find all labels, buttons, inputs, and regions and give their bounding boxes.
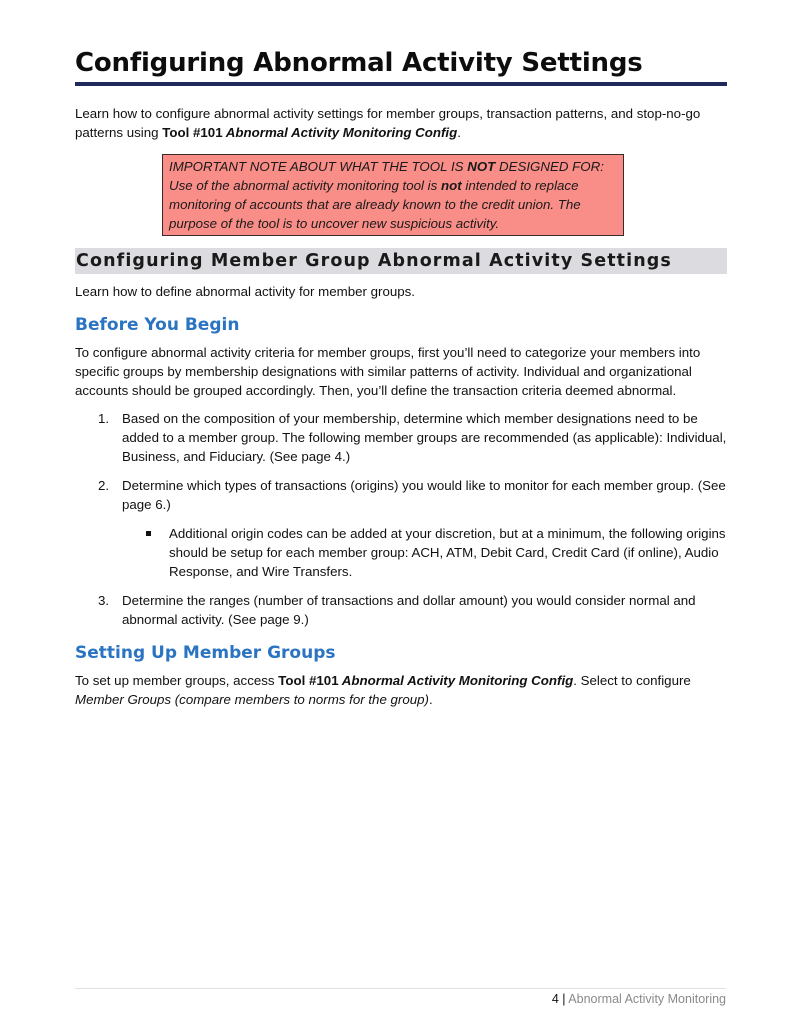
step-number: 3.: [98, 593, 110, 608]
document-page: [75, 48, 727, 709]
setup-text-mid: . Select to configure: [573, 673, 691, 688]
step-text: Determine which types of transactions (origins) you would like to monitor for each member group. (See page 6.): [122, 478, 726, 512]
intro-tool-number: Tool #101: [162, 125, 223, 140]
page-number: 4: [551, 992, 559, 1006]
list-item: [75, 591, 727, 629]
before-you-begin-heading: Before You Begin: [75, 315, 240, 335]
footer-doc-title: Abnormal Activity Monitoring: [568, 992, 726, 1006]
note-text-3: intended to replace monitoring of accounts that are already known to the credit union. The purpose of the tool is to uncover new suspicious activity.: [169, 178, 581, 231]
sub-list: [122, 524, 727, 581]
section-heading-band: [75, 248, 727, 274]
footer-separator: |: [558, 992, 569, 1006]
note-text-2: DESIGNED FOR: Use of the abnormal activity monitoring tool is: [169, 159, 604, 193]
list-item: [75, 409, 727, 466]
setup-tool-number: Tool #101: [278, 673, 339, 688]
note-bold-not: not: [440, 178, 462, 193]
setup-end: .: [428, 692, 433, 707]
sub-list-item: [122, 524, 727, 581]
setup-text: To set up member groups, access: [75, 673, 279, 688]
intro-text: Learn how to configure abnormal activity settings for member groups, transaction patterns, and stop-no-go patterns using: [75, 106, 701, 140]
setup-italic-text: Member Groups (compare members to norms for the group): [75, 692, 429, 707]
page-title: Configuring Abnormal Activity Settings: [75, 48, 643, 78]
title-underline: [75, 82, 727, 86]
note-text-1: IMPORTANT NOTE ABOUT WHAT THE TOOL IS: [169, 159, 468, 174]
important-note-box: [162, 154, 624, 236]
list-item: [75, 476, 727, 581]
step-number: 1.: [98, 411, 110, 426]
step-text: Determine the ranges (number of transactions and dollar amount) you would consider normal and abnormal activity. (See page 9.): [122, 593, 696, 627]
setup-tool-name: Abnormal Activity Monitoring Config: [338, 673, 574, 688]
step-text: Based on the composition of your membership, determine which member designations need to be added to a member group. The following member groups are recommended (as applicable): Individual, Business, and Fiduciary. (See page 4.): [122, 411, 727, 464]
intro-paragraph: [75, 104, 727, 142]
intro-end: .: [457, 125, 461, 140]
setup-heading: Setting Up Member Groups: [75, 643, 336, 663]
intro-tool-name: Abnormal Activity Monitoring Config: [222, 125, 458, 140]
step-number: 2.: [98, 478, 110, 493]
sub-bullet-text: Additional origin codes can be added at your discretion, but at a minimum, the following origins should be setup for each member group: ACH, ATM, Debit Card, Credit Card (if online), Audio Response, and Wire Transfers.: [169, 526, 726, 579]
square-bullet-icon: [146, 531, 151, 536]
note-bold-not-caps: NOT: [467, 159, 496, 174]
before-paragraph: To configure abnormal activity criteria for member groups, first you’ll need to categorize your members into specific groups by membership designations with similar patterns of activity. Individual and organizational accounts should be grouped accordingly. Then, you’ll define the transaction criteria deemed abnormal.: [75, 345, 701, 398]
page-footer: [75, 988, 726, 1006]
section-heading: Configuring Member Group Abnormal Activity Settings: [76, 251, 672, 271]
steps-list: [75, 409, 727, 629]
section-lead: Learn how to define abnormal activity for member groups.: [75, 284, 415, 299]
setup-paragraph: [75, 671, 727, 709]
